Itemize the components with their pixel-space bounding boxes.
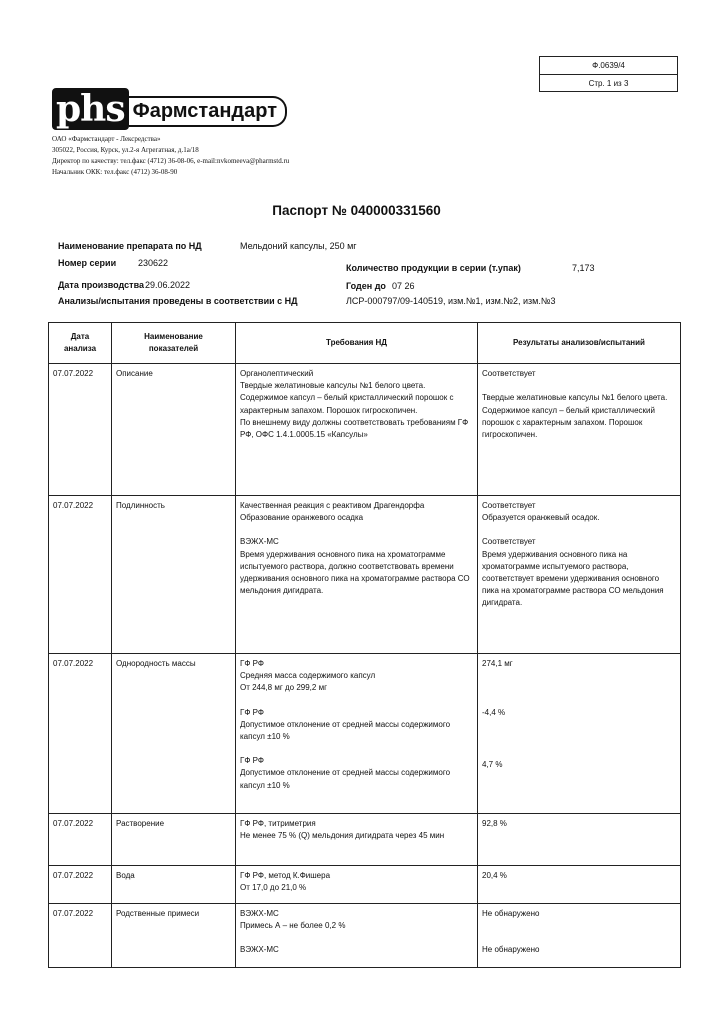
requirement-text: ВЭЖХ-МС Примесь А – не более 0,2 % [240, 909, 346, 931]
row-indicator: Описание [112, 364, 236, 496]
table-header-row [49, 323, 681, 364]
result-text: Не обнаружено [482, 909, 540, 918]
okk-contact: Начальник ОКК: тел.факс (4712) 36-08-90 [52, 168, 178, 176]
result-text: -4,4 % [482, 708, 506, 717]
row-date: 07.07.2022 [49, 904, 112, 968]
date-value: 29.06.2022 [145, 280, 191, 290]
table-row [49, 496, 681, 654]
logo-name: Фармстандарт [129, 96, 287, 127]
requirement-text: ГФ РФ Допустимое отклонение от средней массы содержимого капсул ±10 % [240, 756, 451, 790]
result-text: Соответствует Твердые желатиновые капсулы №1 белого цвета. Содержимое капсул – белый кристаллический порошок с характерным запахом. Порошок гигроскопичен. [482, 369, 668, 440]
result-text: 20,4 % [482, 871, 507, 880]
row-indicator: Вода [112, 866, 236, 904]
result-text: 274,1 мг [482, 659, 513, 668]
requirement-text: Органолептический Твердые желатиновые капсулы №1 белого цвета. Содержимое капсул – белый кристаллический порошок с характерным запахом. Порошок гигроскопичен. По внешнему виду должны соответствовать требованиям ГФ РФ, ОФС 1.4.1.0005.15 «Капсулы» [240, 369, 469, 440]
row-date: 07.07.2022 [49, 364, 112, 496]
table-row [49, 866, 681, 904]
date-label: Дата производства [58, 280, 144, 290]
result-text: Соответствует Время удерживания основного пика на хроматограмме испытуемого раствора, соответствует времени удерживания основного пика на хроматограмме раствора СО мельдония дигидрата. [482, 537, 664, 608]
result-text: Не обнаружено [482, 945, 540, 954]
logo-mark: phs [52, 88, 129, 130]
result-text: 92,8 % [482, 819, 507, 828]
form-code: Ф.0639/4 [540, 57, 677, 75]
drug-value: Мельдоний капсулы, 250 мг [240, 241, 357, 251]
header-requirements: Требования НД [236, 323, 478, 364]
valid-value: 07 26 [392, 281, 415, 291]
header-date: Дата анализа [49, 323, 112, 364]
nd-label: Анализы/испытания проведены в соответствии с НД [58, 296, 298, 306]
page-counter: Стр. 1 из 3 [588, 79, 629, 88]
requirement-text: Качественная реакция с реактивом Драгендорфа Образование оранжевого осадка [240, 501, 425, 523]
page-title: Паспорт № 040000331560 [272, 203, 441, 218]
table-row [49, 654, 681, 814]
requirement-text: ГФ РФ, титриметрия Не менее 75 % (Q) мельдония дигидрата через 45 мин [240, 819, 445, 841]
requirement-text: ГФ РФ Средняя масса содержимого капсул От 244,8 мг до 299,2 мг [240, 659, 376, 693]
row-indicator: Родственные примеси [112, 904, 236, 968]
series-value: 230622 [138, 258, 169, 268]
company-address: 305022, Россия, Курск, ул.2-я Агрегатная, д.1а/18 [52, 146, 199, 154]
header-indicator: Наименование показателей [112, 323, 236, 364]
table-row [49, 364, 681, 496]
series-label: Номер серии [58, 258, 117, 268]
requirement-text: ВЭЖХ-МС [240, 945, 279, 955]
quality-director-contact: Директор по качеству: тел.факс (4712) 36-08-06, e-mail:nvkomeeva@pharmstd.ru [52, 157, 290, 165]
result-text: Соответствует Образуется оранжевый осадок. [482, 501, 600, 523]
result-text: 4,7 % [482, 760, 503, 769]
row-indicator: Однородность массы [112, 654, 236, 814]
company-info [52, 134, 289, 178]
row-date: 07.07.2022 [49, 866, 112, 904]
requirement-text: ГФ РФ Допустимое отклонение от средней массы содержимого капсул ±10 % [240, 707, 451, 742]
requirement-text: ВЭЖХ-МС Время удерживания основного пика на хроматограмме испытуемого раствора, должно соответствовать времени удерживания основного пика на хроматограмме раствора СО мельдония дигидрата. [240, 537, 470, 596]
row-date: 07.07.2022 [49, 496, 112, 654]
nd-value: ЛСР-000797/09-140519, изм.№1, изм.№2, изм.№3 [346, 296, 556, 306]
company-logo [52, 88, 287, 130]
qty-value: 7,173 [572, 263, 595, 273]
row-indicator: Растворение [112, 814, 236, 866]
table-row [49, 814, 681, 866]
table-row [49, 904, 681, 968]
header-results: Результаты анализов/испытаний [478, 323, 681, 364]
company-name: ОАО «Фармстандарт - Лексредства» [52, 135, 161, 143]
row-date: 07.07.2022 [49, 654, 112, 814]
drug-label: Наименование препарата по НД [58, 241, 202, 251]
valid-label: Годен до [346, 281, 386, 291]
form-code-box [539, 56, 678, 92]
row-indicator: Подлинность [112, 496, 236, 654]
qty-label: Количество продукции в серии (т.упак) [346, 263, 521, 273]
row-date: 07.07.2022 [49, 814, 112, 866]
results-table [48, 322, 681, 968]
requirement-text: ГФ РФ, метод К.Фишера От 17,0 до 21,0 % [240, 871, 331, 893]
